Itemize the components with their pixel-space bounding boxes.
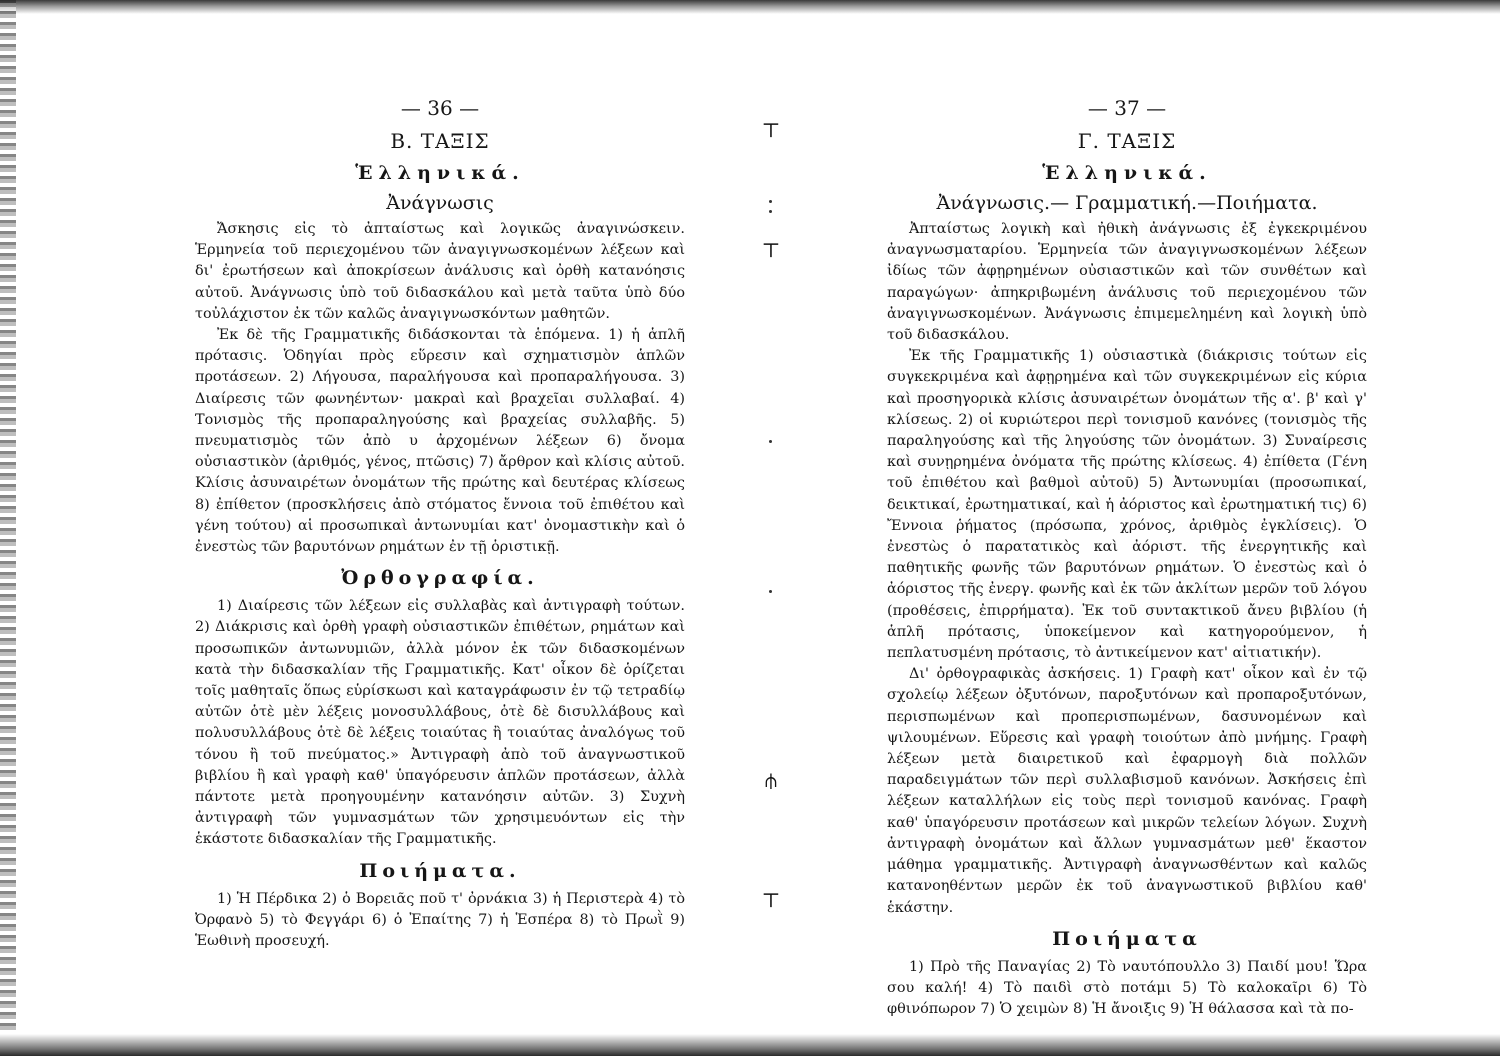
orthography-paragraph: Δι' ὀρθογραφικὰς ἀσκήσεις. 1) Γραφὴ κατ' οἶκον καὶ ἐν τῷ σχολείῳ λέξεων ὀξυτόνων, παροξυτόνων καὶ προπαροξυτόνων, περισπωμένων καὶ προπερισπωμένων, δασυνομένων καὶ ψιλουμένων. Εὕρεσις καὶ γραφὴ τοιούτων ἀπὸ μνήμης. Γραφὴ λέξεων μετὰ διαιρετικοῦ καὶ ἐφαρμογὴ διὰ πολλῶν παραδειγμάτων τῶν περὶ συλλαβισμοῦ κανόνων. Ἀσκήσεις ἐπὶ λέξεων καταλλήλων εἰς τοὺς περὶ τονισμοῦ κανόνας. Γραφὴ καθ' ὑπαγόρευσιν προτάσεων καὶ μικρῶν τελείων λόγων. Συχνὴ ἀντιγραφὴ ὀνομάτων καὶ ἄλλων γυμνασμάτων μεθ' ἕκαστον μάθημα γραμματικῆς. Ἀντιγραφὴ ἀναγνωσθέντων καὶ καλῶς κατανοηθέντων μερῶν ἐκ τοῦ ἀναγνωστικοῦ βιβλίου καθ' ἑκάστην.: [887, 666, 1367, 916]
page-number: — 37 —: [1087, 96, 1167, 120]
orthography-paragraph: 1) Διαίρεσις τῶν λέξεων εἰς συλλαβὰς καὶ ἀντιγραφὴ τούτων. 2) Διάκρισις καὶ ὀρθὴ γραφὴ οὐσιαστικῶν ἐπιθέτων, ρημάτων καὶ προσωπικῶν ἀντωνυμιῶν, ἀλλὰ μόνον ἐκ τῶν διδασκομένων κατὰ τὴν διδασκαλίαν τῆς Γραμματικῆς. Κατ' οἶκον δὲ ὁρίζεται τοῖς μαθηταῖς ὅπως εὑρίσκωσι καὶ καταγράφωσιν ἐν τῷ τετραδίῳ αὐτῶν ὁτὲ μὲν λέξεις μονοσυλλάβους, ὁτὲ δὲ δισυλλάβους καὶ πολυσυλλάβους ὁτὲ δὲ λέξεις τοιαύτας ἢ τοιαύτας ἀναλόγως τοῦ τόνου ἢ τοῦ πνεύματος.» Ἀντιγραφὴ ἀπὸ τοῦ ἀναγνωστικοῦ βιβλίου ἢ καὶ γραφὴ καθ' ὑπαγόρευσιν ἁπλῶν προτάσεων, ἀλλὰ πάντοτε μετὰ προηγουμένην κατανόησιν αὐτῶν. 3) Συχνὴ ἀντιγραφὴ τῶν γυμνασμάτων τῶν χρησιμευόντων εἰς τὴν ἑκάστοτε διδασκαλίαν τῆς Γραμματικῆς.: [195, 598, 685, 848]
left-page: [195, 95, 685, 952]
page-number: — 36 —: [400, 96, 480, 120]
reading-paragraph: Ἄσκησις εἰς τὸ ἀπταίστως καὶ λογικῶς ἀναγινώσκειν. Ἑρμηνεία τοῦ περιεχομένου τῶν ἀναγιγνωσκομένων λέξεων καὶ δι' ἐρωτήσεων καὶ ἀποκρίσεων ἀνάλυσις καὶ ὀρθὴ κατανόησις αὐτοῦ. Ἀνάγνωσις ὑπὸ τοῦ διδασκάλου καὶ μετὰ ταῦτα ὑπὸ δύο τοὐλάχιστον ἐκ τῶν καλῶς ἀναγιγνωσκόντων μαθητῶν.: [195, 221, 685, 322]
poems-heading: Ποιήματα: [1052, 927, 1202, 950]
scan-edge-top: [0, 0, 1500, 14]
class-heading: Γ. ΤΑΞΙΣ: [1077, 129, 1177, 153]
orthography-heading: Ὀρθογραφία.: [341, 567, 539, 590]
reading-paragraph: Ἀπταίστως λογικὴ καὶ ἠθικὴ ἀνάγνωσις ἐξ ἐγκεκριμένου ἀναγνωσματαρίου. Ἑρμηνεία τῶν ἀναγιγνωσκομένων λέξεων ἰδίως τῶν ἀφῃρημένων οὐσιαστικῶν καὶ τῶν συνθέτων καὶ παραγώγων· ἀπηκριβωμένη ἀνάλυσις τοῦ περιεχομένου τῶν ἀναγιγνωσκομένων. Ἀνάγνωσις ἐπιμεμελημένη καὶ λογικὴ ὑπὸ τοῦ διδασκάλου.: [887, 221, 1367, 344]
grammar-paragraph: Ἐκ δὲ τῆς Γραμματικῆς διδάσκονται τὰ ἑπόμενα. 1) ἡ ἁπλῆ πρότασις. Ὁδηγίαι πρὸς εὕρεσιν καὶ σχηματισμὸν ἁπλῶν προτάσεων. 2) Λήγουσα, παραλήγουσα καὶ προπαραλήγουσα. 3) Διαίρεσις τῶν φωνηέντων· μακραὶ καὶ βραχεῖαι συλλαβαί. 4) Τονισμὸς τῆς προπαραληγούσης καὶ βραχείας συλλαβῆς. 5) πνευματισμὸς τῶν ἀπὸ υ ἀρχομένων λέξεων 6) ὄνομα οὐσιαστικὸν (ἀριθμός, γένος, πτῶσις) 7) ἄρθρον καὶ κλίσις αὐτοῦ. Κλίσις ἀσυναιρέτων ὀνομάτων τῆς πρώτης καὶ δευτέρας κλίσεως 8) ἐπίθετον (προσκλήσεις ἀπὸ στόματος ἔννοια τοῦ ἐπιθέτου καὶ γένη τούτου) αἱ προσωπικαὶ ἀντωνυμίαι κατ' ὀνομαστικὴν καὶ ὁ ἐνεστὼς τῶν βαρυτόνων ρημάτων ἐν τῇ ὁριστικῇ.: [195, 327, 685, 556]
class-heading: Β. ΤΑΞΙΣ: [390, 129, 490, 153]
subject-heading: Ἑλληνικά.: [1042, 162, 1212, 184]
gutter-mark: ⊤: [761, 118, 781, 142]
gutter-speck: [769, 590, 772, 593]
gutter-mark: ⊤: [761, 238, 781, 262]
scan-edge-bottom: [0, 1034, 1500, 1056]
poems-heading: Ποιήματα.: [359, 859, 521, 882]
gutter-speck: [769, 440, 772, 443]
reading-heading: Ἀνάγνωσις: [386, 192, 494, 214]
right-page: [887, 95, 1367, 1020]
subject-heading: Ἑλληνικά.: [355, 162, 525, 184]
poems-paragraph: 1) Πρὸ τῆς Παναγίας 2) Τὸ ναυτόπουλλο 3) Παιδί μου! Ὥρα σου καλή! 4) Τὸ παιδὶ στὸ ποτάμι 5) Τὸ καλοκαῖρι 6) Τὸ φθινόπωρον 7) Ὁ χειμὼν 8) Ἡ ἄνοιξις 9) Ἡ θάλασσα καὶ τὰ πο-: [887, 958, 1367, 1018]
grammar-paragraph: Ἐκ τῆς Γραμματικῆς 1) οὐσιαστικὰ (διάκρισις τούτων εἰς συγκεκριμένα καὶ ἀφῃρημένα καὶ τῶν συγκεκριμένων εἰς κύρια καὶ προσηγορικὰ κλίσις ἀσυναιρέτων ὀνομάτων τῆς α'. β' καὶ γ' κλίσεως. 2) οἱ κυριώτεροι περὶ τονισμοῦ κανόνες (τονισμὸς τῆς παραληγούσης καὶ τῆς ληγούσης τῶν ὀνομάτων. 3) Συναίρεσις καὶ συνῃρημένα ὀνόματα τῆς πρώτης κλίσεως. 4) ἐπίθετα (Γένη τοῦ ἐπιθέτου καὶ βαθμοὶ αὐτοῦ) 5) Ἀντωνυμίαι (προσωπικαί, δεικτικαί, ἐρωτηματικαί, καὶ ἡ ἀόριστος καὶ ἐρωτηματική τις) 6) Ἔννοια ῥήματος (πρόσωπα, χρόνος, ἀριθμὸς ἐγκλίσεις). Ὁ ἐνεστὼς ὁ παρατατικὸς καὶ ἀόριστ. τῆς ἐνεργητικῆς καὶ παθητικῆς φωνῆς τῶν βαρυτόνων ρημάτων. Ὁ ἐνεστὼς καὶ ὁ ἀόριστος τῆς ἐνεργ. φωνῆς καὶ ἐκ τῶν ἀκλίτων μερῶν τοῦ λόγου (προθέσεις, ἐπιρρήματα). Ἐκ τοῦ συντακτικοῦ ἄνευ βιβλίου (ἡ ἁπλῆ πρότασις, ὑποκείμενον καὶ κατηγορούμενον, ἡ πεπλατυσμένη πρότασις, τὸ ἀντικείμενον κατ' αἰτιατικήν).: [887, 348, 1367, 662]
gutter-mark: ⫛: [765, 768, 777, 792]
reading-heading: Ἀνάγνωσις.— Γραμματική.—Ποιήματα.: [936, 192, 1318, 214]
gutter-speck: [769, 210, 772, 213]
poems-paragraph: 1) Ἡ Πέρδικα 2) ὁ Βορειᾶς ποῦ τ' ὀρνάκια 3) ἡ Περιστερὰ 4) τὸ Ὀρφανὸ 5) τὸ Φεγγάρι 6) ὁ Ἐπαίτης 7) ἡ Ἑσπέρα 8) τὸ Πρωῒ 9) Ἑωθινὴ προσευχή.: [195, 890, 685, 950]
gutter-speck: [769, 200, 772, 203]
scan-edge-left: [0, 0, 16, 1056]
book-gutter: [760, 90, 782, 930]
gutter-mark: ⊤: [761, 888, 781, 912]
